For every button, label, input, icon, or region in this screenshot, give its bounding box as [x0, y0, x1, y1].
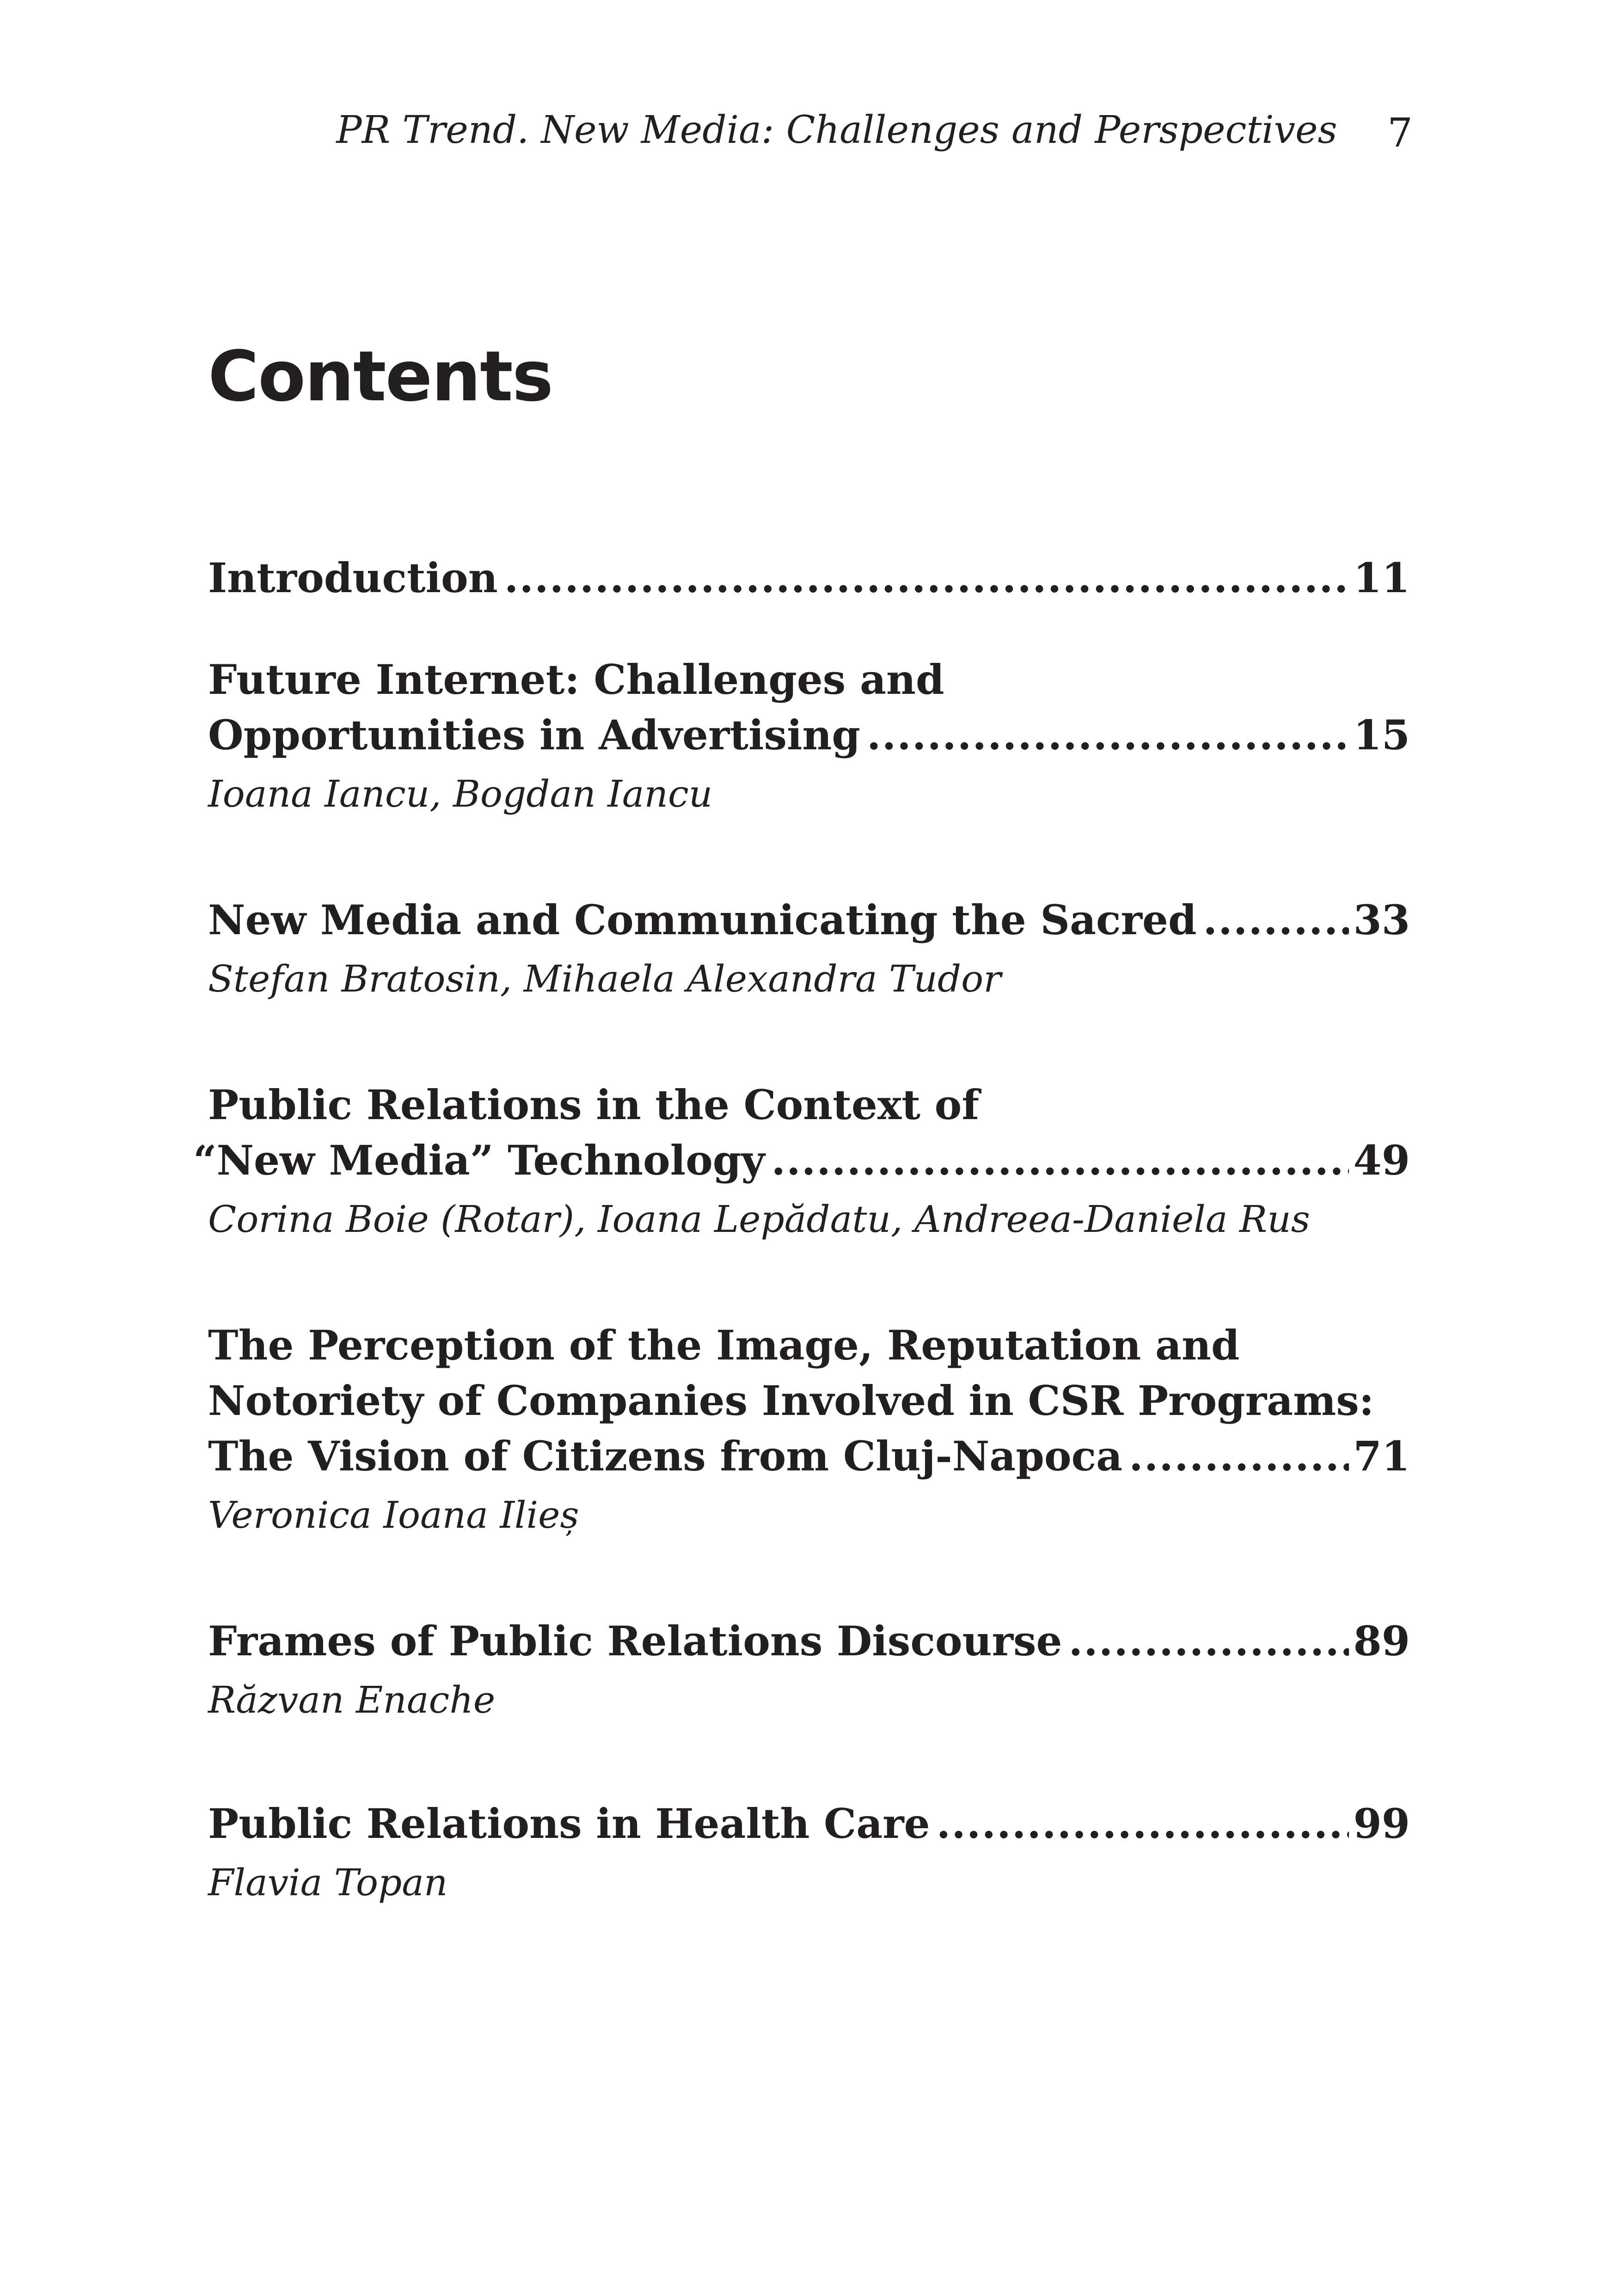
page-number: 7 [1387, 110, 1413, 156]
toc-page-number: 15 [1353, 711, 1410, 759]
dot-leader [1203, 892, 1348, 948]
dot-leader [1129, 1428, 1348, 1484]
toc-page-number: 33 [1353, 896, 1410, 944]
toc-title-text: New Media and Communicating the Sacred [208, 896, 1197, 944]
toc-entry-title [208, 1613, 1410, 1669]
toc-entry-title [193, 1133, 1410, 1188]
toc-entry-authors: Răzvan Enache [208, 1678, 496, 1721]
toc-entry-title [208, 1796, 1410, 1851]
toc-page-number: 49 [1353, 1136, 1410, 1184]
toc-entry-title: The Perception of the Image, Reputation and [208, 1321, 1240, 1369]
toc-entry-title [208, 892, 1410, 948]
toc-title-text: “New Media” Technology [193, 1136, 765, 1184]
toc-entry-title [208, 550, 1410, 606]
toc-entry-title: Future Internet: Challenges and [208, 655, 944, 704]
toc-page-number: 99 [1353, 1800, 1410, 1848]
dot-leader [1068, 1613, 1348, 1669]
toc-entry-title [208, 707, 1410, 763]
toc-entry-communicating-the-sacred[interactable] [208, 892, 1410, 1007]
toc-page-number: 71 [1353, 1432, 1410, 1480]
toc-entry-csr-perception[interactable] [208, 1317, 1410, 1543]
dot-leader [771, 1133, 1348, 1188]
dot-leader [504, 550, 1349, 606]
running-title: PR Trend. New Media: Challenges and Perspectives [336, 108, 1337, 152]
toc-entry-authors: Stefan Bratosin, Mihaela Alexandra Tudor [208, 957, 1001, 1000]
toc-page-number: 89 [1353, 1617, 1410, 1665]
toc-title-text: Frames of Public Relations Discourse [208, 1617, 1062, 1665]
toc-entry-title [208, 1428, 1410, 1484]
toc-entry-title: Public Relations in the Context of [208, 1081, 980, 1129]
contents-heading: Contents [208, 337, 553, 417]
toc-entry-authors: Flavia Topan [208, 1861, 448, 1904]
toc-entry-authors: Ioana Iancu, Bogdan Iancu [208, 772, 713, 815]
toc-title-text: Public Relations in Health Care [208, 1800, 930, 1848]
toc-entry-authors: Veronica Ioana Ilieș [208, 1494, 579, 1537]
toc-entry-frames-of-discourse[interactable] [208, 1613, 1410, 1728]
toc-entry-introduction[interactable] [208, 550, 1410, 606]
toc-title-text: Opportunities in Advertising [208, 711, 860, 759]
dot-leader [867, 707, 1349, 763]
toc-entry-future-internet[interactable] [208, 652, 1410, 822]
toc-title-text: The Vision of Citizens from Cluj-Napoca [208, 1432, 1123, 1480]
toc-entry-title: Notoriety of Companies Involved in CSR Programs: [208, 1377, 1374, 1425]
toc-entry-public-relations-new-media[interactable] [193, 1077, 1410, 1247]
toc-page-number: 11 [1353, 554, 1410, 602]
toc-title-text: Introduction [208, 554, 498, 602]
toc-entry-health-care[interactable] [208, 1796, 1410, 1910]
dot-leader [937, 1796, 1349, 1851]
toc-entry-authors: Corina Boie (Rotar), Ioana Lepădatu, Andreea-Daniela Rus [208, 1198, 1310, 1241]
